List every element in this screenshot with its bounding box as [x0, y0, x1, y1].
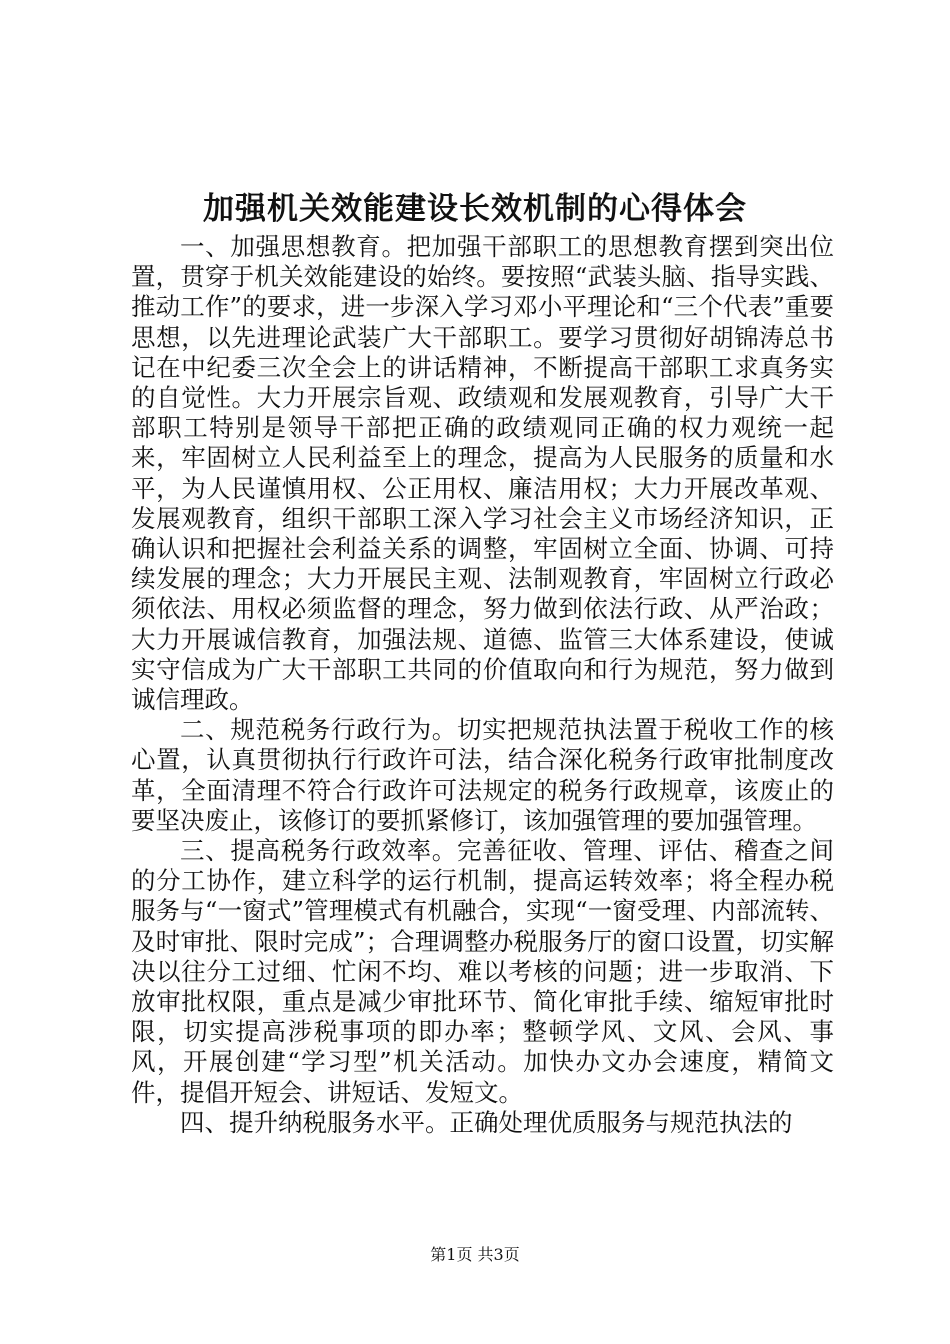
document-body: [131, 232, 834, 1138]
document-title: 加强机关效能建设长效机制的心得体会: [203, 191, 747, 227]
paragraph-2: 二、规范税务行政行为。切实把规范执法置于税收工作的核心置，认真贯彻执行行政许可法，结合深化税务行政审批制度改革，全面清理不符合行政许可法规定的税务行政规章，该废止的要坚决废止，该修订的要抓紧修订，该加强管理的要加强管理。: [131, 715, 834, 835]
paragraph-1: 一、加强思想教育。把加强干部职工的思想教育摆到突出位置，贯穿于机关效能建设的始终。要按照“武装头脑、指导实践、推动工作”的要求，进一步深入学习邓小平理论和“三个代表”重要思想，以先进理论武装广大干部职工。要学习贯彻好胡锦涛总书记在中纪委三次全会上的讲话精神，不断提高干部职工求真务实的自觉性。大力开展宗旨观、政绩观和发展观教育，引导广大干部职工特别是领导干部把正确的政绩观同正确的权力观统一起来，牢固树立人民利益至上的理念，提高为人民服务的质量和水平，为人民谨慎用权、公正用权、廉洁用权；大力开展改革观、发展观教育，组织干部职工深入学习社会主义市场经济知识，正确认识和把握社会利益关系的调整，牢固树立全面、协调、可持续发展的理念；大力开展民主观、法制观教育，牢固树立行政必须依法、用权必须监督的理念，努力做到依法行政、从严治政；大力开展诚信教育，加强法规、道德、监管三大体系建设，使诚实守信成为广大干部职工共同的价值取向和行为规范，努力做到诚信理政。: [131, 232, 834, 715]
page-footer: 第1页 共3页: [430, 1245, 520, 1264]
paragraph-4: 四、提升纳税服务水平。正确处理优质服务与规范执法的: [180, 1107, 793, 1137]
paragraph-3: 三、提高税务行政效率。完善征收、管理、评估、稽查之间的分工协作，建立科学的运行机制，提高运转效率；将全程办税服务与“一窗式”管理模式有机融合，实现“一窗受理、内部流转、及时审批、限时完成”；合理调整办税服务厅的窗口设置，切实解决以往分工过细、忙闲不均、难以考核的问题；进一步取消、下放审批权限，重点是减少审批环节、简化审批手续、缩短审批时限，切实提高涉税事项的即办率；整顿学风、文风、会风、事风，开展创建“学习型”机关活动。加快办文办会速度，精简文件，提倡开短会、讲短话、发短文。: [131, 836, 834, 1107]
